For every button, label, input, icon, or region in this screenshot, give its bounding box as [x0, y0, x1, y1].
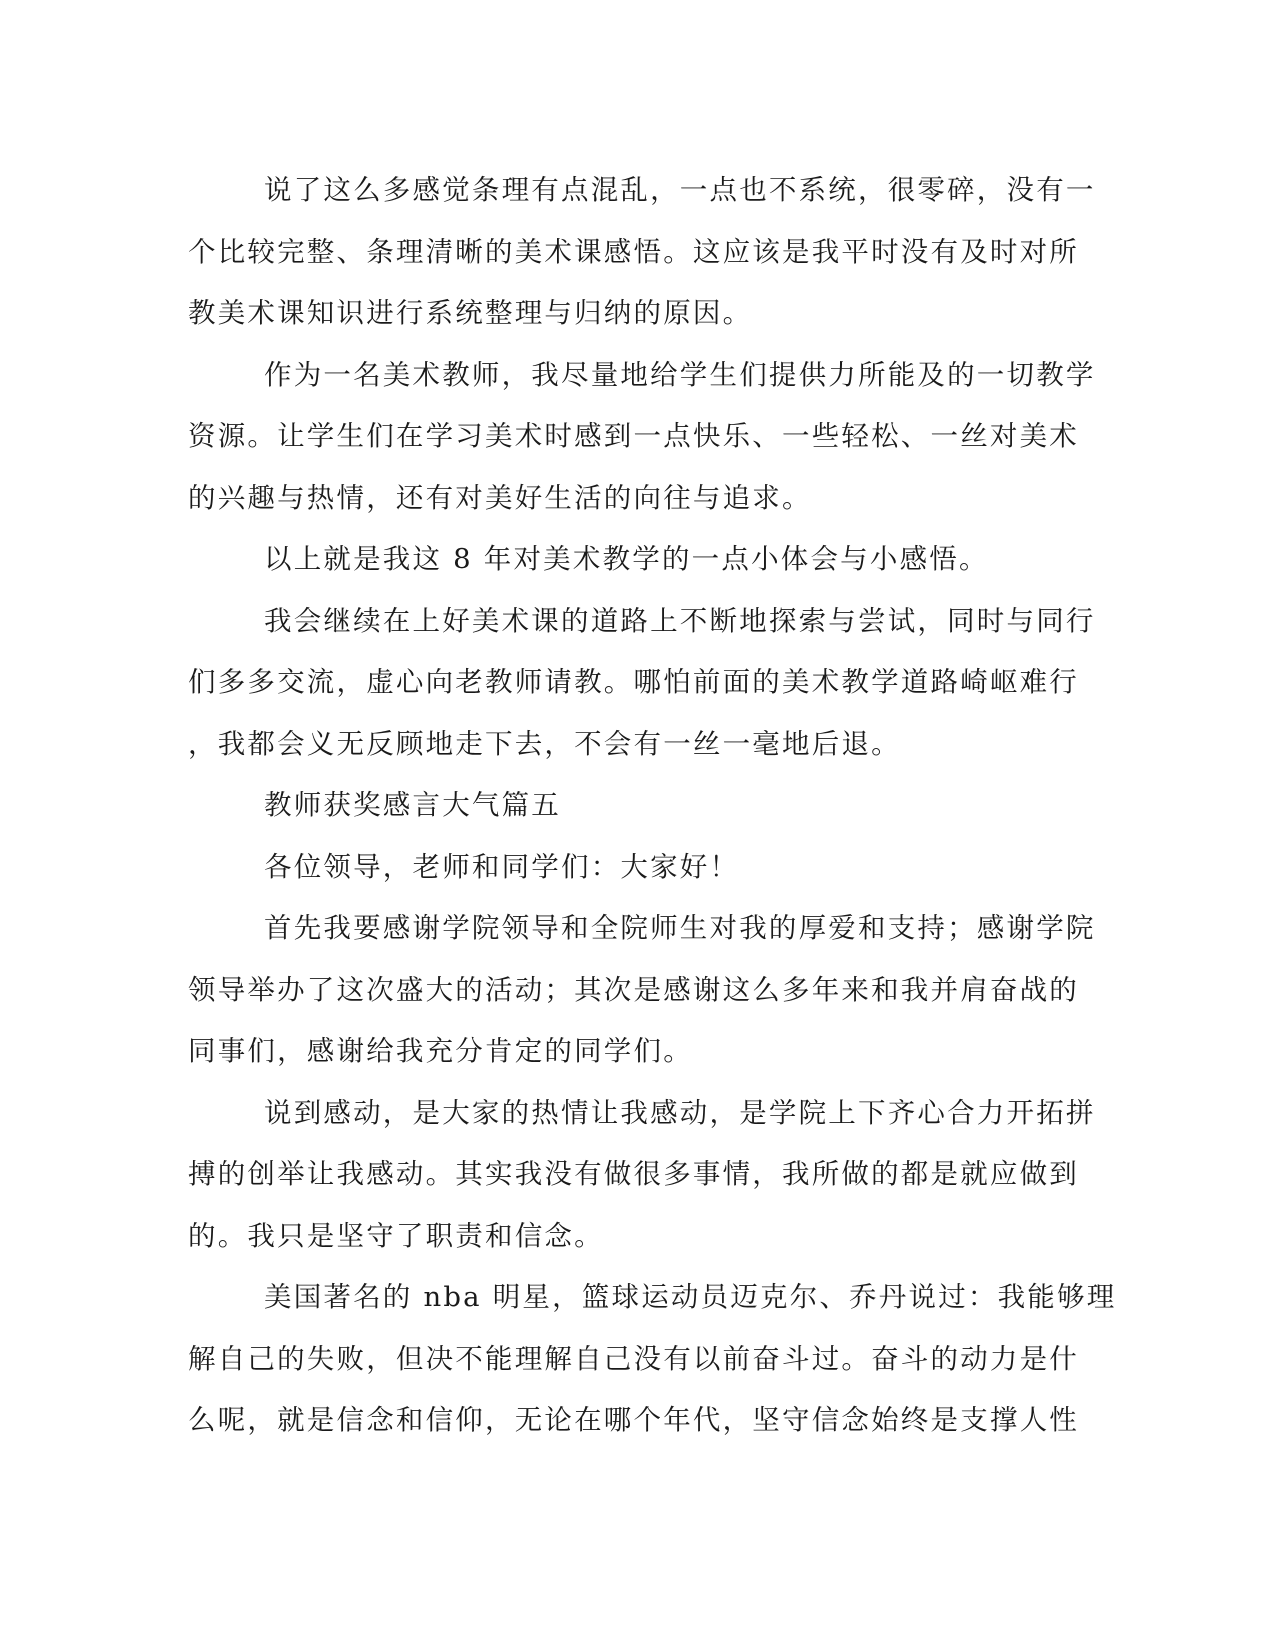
document-body [188, 160, 1117, 1452]
paragraph-4 [188, 591, 1096, 776]
text-line: 搏的创举让我感动。其实我没有做很多事情，我所做的都是就应做到 [188, 1158, 1079, 1190]
text-line: 领导举办了这次盛大的活动；其次是感谢这么多年来和我并肩奋战的 [188, 973, 1079, 1006]
text-line: 的。我只是坚守了职责和信念。 [188, 1219, 604, 1252]
paragraph-2 [188, 345, 1096, 530]
text-line: 的兴趣与热情，还有对美好生活的向往与追求。 [188, 481, 812, 514]
text-line: 以上就是我这 8 年对美术教学的一点小体会与小感悟。 [264, 543, 989, 575]
text-line: 我会继续在上好美术课的道路上不断地探索与尝试，同时与同行 [264, 604, 1096, 637]
text-line: 么呢，就是信念和信仰，无论在哪个年代，坚守信念始终是支撑人性 [188, 1404, 1079, 1436]
paragraph-8 [188, 1083, 1096, 1268]
section-heading [188, 775, 1068, 837]
text-line: 教美术课知识进行系统整理与归纳的原因。 [188, 297, 753, 329]
paragraph-3 [188, 529, 1068, 591]
text-line: 同事们，感谢给我充分肯定的同学们。 [188, 1035, 693, 1067]
paragraph-1 [188, 160, 1096, 345]
text-line: 解自己的失败，但决不能理解自己没有以前奋斗过。奋斗的动力是什 [188, 1342, 1079, 1375]
text-line: 美国著名的 nba 明星，篮球运动员迈克尔、乔丹说过：我能够理 [264, 1281, 1117, 1313]
text-line: 作为一名美术教师，我尽量地给学生们提供力所能及的一切教学 [264, 358, 1096, 391]
text-line: ，我都会义无反顾地走下去，不会有一丝一毫地后退。 [188, 727, 901, 760]
greeting-text: 各位领导，老师和同学们：大家好！ [264, 850, 740, 883]
text-line: 个比较完整、条理清晰的美术课感悟。这应该是我平时没有及时对所 [188, 235, 1079, 268]
text-line: 说到感动，是大家的热情让我感动，是学院上下齐心合力开拓拼 [264, 1096, 1096, 1129]
section-heading-text: 教师获奖感言大气篇五 [264, 789, 561, 821]
greeting [188, 837, 1068, 899]
paragraph-7 [188, 898, 1096, 1083]
text-line: 们多多交流，虚心向老教师请教。哪怕前面的美术教学道路崎岖难行 [188, 666, 1079, 698]
text-line: 首先我要感谢学院领导和全院师生对我的厚爱和支持；感谢学院 [264, 912, 1096, 944]
text-line: 说了这么多感觉条理有点混乱，一点也不系统，很零碎，没有一 [264, 174, 1096, 206]
text-line: 资源。让学生们在学习美术时感到一点快乐、一些轻松、一丝对美术 [188, 420, 1079, 452]
paragraph-9 [188, 1267, 1117, 1452]
